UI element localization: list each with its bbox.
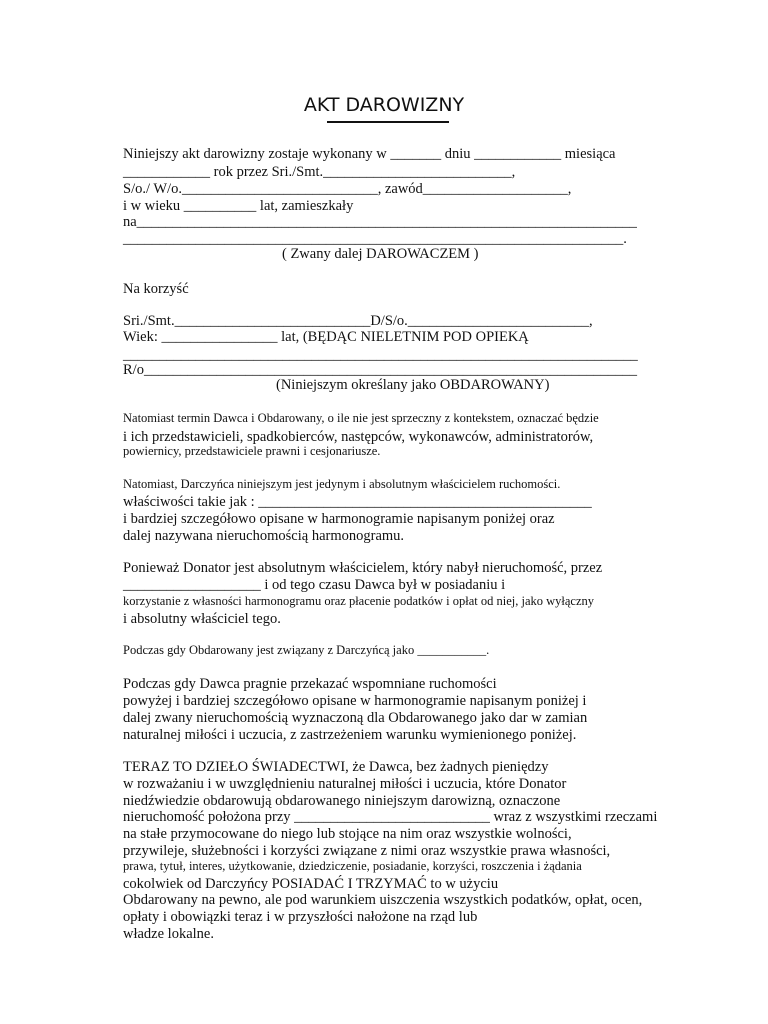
donee-line: Sri./Smt.___________________________D/S/o._________________________, [123, 313, 593, 329]
donee-line: Wiek: ________________ lat, (BĘDĄC NIELETNIM POD OPIEKĄ [123, 329, 529, 345]
donor-label: ( Zwany dalej DAROWACZEM ) [282, 246, 479, 262]
intro-line: S/o./ W/o.___________________________, zawód____________________, [123, 181, 572, 197]
intro-line: na_____________________________________________________________________ [123, 214, 637, 230]
witness-line: opłaty i obowiązki teraz i w przyszłości nałożone na rząd lub [123, 909, 478, 925]
donee-line: R/o____________________________________________________________________ [123, 362, 637, 378]
in-favor-label: Na korzyść [123, 281, 189, 297]
witness-line: władze lokalne. [123, 926, 214, 942]
donee-label: (Niniejszym określany jako OBDAROWANY) [276, 377, 550, 393]
witness-line: prawa, tytuł, interes, użytkowanie, dziedziczenie, posiadanie, korzyści, roszczenia i żądania [123, 859, 582, 873]
owner-line: dalej nazywana nieruchomością harmonogramu. [123, 528, 405, 544]
title-underline [327, 121, 449, 123]
intro-line: ____________ rok przez Sri./Smt.__________________________, [123, 164, 516, 180]
donee-line: _______________________________________________________________________ [123, 347, 638, 363]
terms-line: Natomiast termin Dawca i Obdarowany, o ile nie jest sprzeczny z kontekstem, oznaczać będzie [123, 411, 599, 425]
owner-line: właściwości takie jak : ______________________________________________ [123, 494, 592, 510]
relation-line: Podczas gdy Obdarowany jest związany z Darczyńcą jako ___________. [123, 643, 490, 657]
witness-line: niedźwiedzie obdarowują obdarowanego niniejszym darowizną, oznaczone [123, 793, 561, 809]
donor-para-line: korzystanie z własności harmonogramu oraz płacenie podatków i opłat od niej, jako wyłączny [123, 594, 595, 608]
intent-line: dalej zwany nieruchomością wyznaczoną dla Obdarowanego jako dar w zamian [123, 710, 588, 726]
owner-line: i bardziej szczegółowo opisane w harmonogramie napisanym poniżej oraz [123, 511, 555, 527]
terms-line: i ich przedstawicieli, spadkobierców, następców, wykonawców, administratorów, [123, 429, 594, 445]
witness-line: cokolwiek od Darczyńcy POSIADAĆ I TRZYMAĆ to w użyciu [123, 876, 499, 892]
intro-line: Niniejszy akt darowizny zostaje wykonany w _______ dniu ____________ miesiąca [123, 146, 616, 162]
witness-line: TERAZ TO DZIEŁO ŚWIADECTWI, że Dawca, bez żadnych pieniędzy [123, 759, 549, 775]
intro-line: i w wieku __________ lat, zamieszkały [123, 198, 354, 214]
witness-line: Obdarowany na pewno, ale pod warunkiem uiszczenia wszystkich podatków, opłat, ocen, [123, 892, 643, 908]
witness-line: nieruchomość położona przy ___________________________ wraz z wszystkimi rzeczami [123, 809, 658, 825]
witness-line: na stałe przymocowane do niego lub stojące na nim oraz wszystkie wolności, [123, 826, 572, 842]
donor-para-line: i absolutny właściciel tego. [123, 611, 281, 627]
intent-line: naturalnej miłości i uczucia, z zastrzeżeniem warunku wymienionego poniżej. [123, 727, 577, 743]
donor-para-line: Ponieważ Donator jest absolutnym właścicielem, który nabył nieruchomość, przez [123, 560, 603, 576]
intent-line: powyżej i bardziej szczegółowo opisane w harmonogramie napisanym poniżej i [123, 693, 587, 709]
donor-para-line: ___________________ i od tego czasu Dawca był w posiadaniu i [123, 577, 506, 593]
intent-line: Podczas gdy Dawca pragnie przekazać wspomniane ruchomości [123, 676, 497, 692]
witness-line: przywileje, służebności i korzyści związane z nimi oraz wszystkie prawa własności, [123, 843, 611, 859]
witness-line: w rozważaniu i w uwzględnieniu naturalnej miłości i uczucia, które Donator [123, 776, 567, 792]
intro-line: _____________________________________________________________________. [123, 231, 627, 247]
owner-line: Natomiast, Darczyńca niniejszym jest jedynym i absolutnym właścicielem ruchomości. [123, 477, 561, 491]
document-title: AKT DAROWIZNY [303, 94, 465, 116]
terms-line: powiernicy, przedstawiciele prawni i cesjonariusze. [123, 444, 381, 458]
